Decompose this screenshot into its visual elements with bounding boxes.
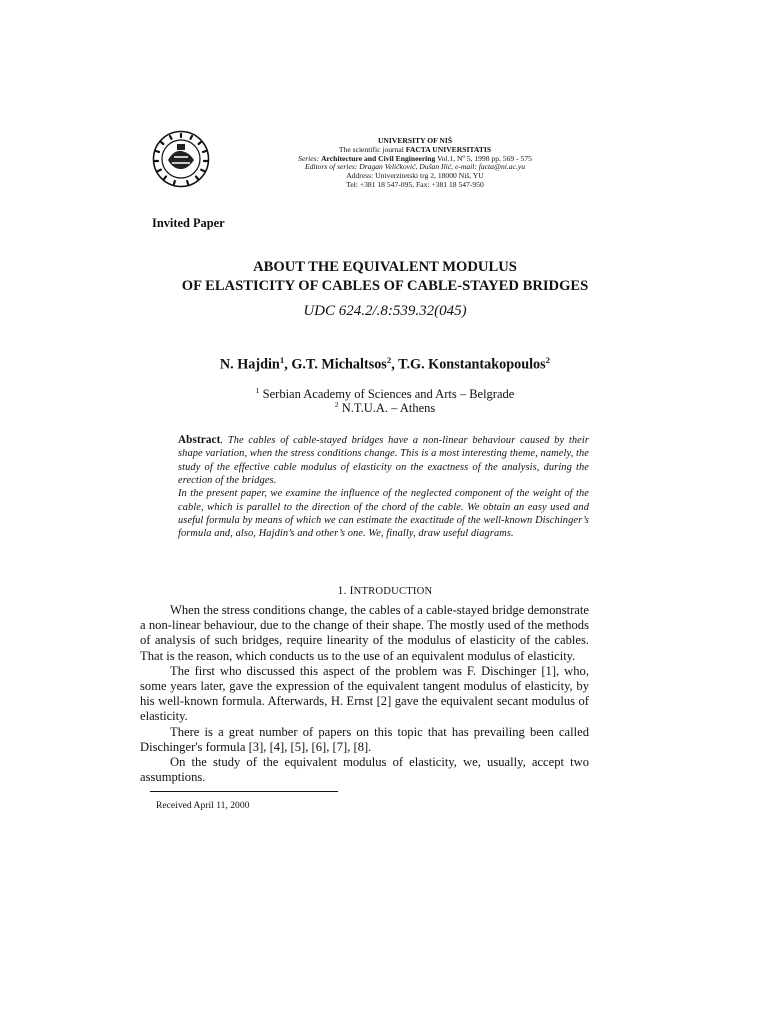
author-superscript: 2 <box>386 355 392 365</box>
section-number: 1. <box>337 585 350 597</box>
journal-name: FACTA UNIVERSITATIS <box>405 144 492 154</box>
abstract-text: The cables of cable-stayed bridges have a non-linear behaviour caused by their shape variation, when the stress conditions change. This is a most interesting theme, namely, the study of the effective cable modulus of elasticity on the exactness of the analysis, during the erection of the bridges. <box>178 435 589 487</box>
abstract <box>178 434 589 541</box>
author-superscript: 1 <box>279 355 285 365</box>
udc-code: UDC 624.2/.8:539.32(045) <box>303 303 467 319</box>
paper-type: Invited Paper <box>152 216 225 230</box>
series-label: Series: <box>298 153 320 163</box>
journal-prefix: The scientific journal <box>338 144 406 154</box>
title-line-2: OF ELASTICITY OF CABLES OF CABLE-STAYED BRIDGES <box>181 278 589 294</box>
author-name: T.G. Konstantakopoulos <box>398 356 546 373</box>
body-paragraph: There is a great number of papers on this topic that has prevailing been called Dischinger's formula [3], [4], [5], [6], [7], [8]. <box>140 724 589 754</box>
abstract-paragraph: Abstract. The cables of cable-stayed bridges have a non-linear behaviour caused by their shape variation, when the stress conditions change. This is a most interesting theme, namely, the study of the effective cable modulus of elasticity on the exactness of the analysis, during the erection of the bridges. <box>178 434 589 487</box>
author-name: N. Hajdin <box>219 356 280 373</box>
author-superscript: 2 <box>545 355 551 365</box>
affiliation-superscript: 1 <box>255 386 260 395</box>
abstract-label: Abstract <box>178 434 221 446</box>
university-name: UNIVERSITY OF NIŠ <box>377 136 453 145</box>
title-line-1: ABOUT THE EQUIVALENT MODULUS <box>253 259 517 275</box>
body-paragraph: The first who discussed this aspect of the problem was F. Dischinger [1], who, some years later, gave the expression of the equivalent tangent modulus of elasticity, by his well-known formula. Afterwards, H. Ernst [2] gave the equivalent secant modulus of elasticity. <box>140 663 589 724</box>
series-name: Architecture and Civil Engineering <box>321 153 436 163</box>
series-details: Vol.1, Nº 5, 1998 pp. 569 - 575 <box>435 153 532 163</box>
editors-line: Editors of series: Dragan Veličković, Dušan Ilić, e-mail: facta@ni.ac.yu <box>305 162 525 172</box>
body-paragraph: On the study of the equivalent modulus of elasticity, we, usually, accept two assumptions. <box>140 755 589 785</box>
section-first-letter: I <box>349 585 354 597</box>
footnote: Received April 11, 2000 <box>156 800 250 811</box>
university-seal-icon <box>152 130 210 188</box>
author-list: N. Hajdin$^1$, G.T. Michaltsos$^2$, T.G. Konstantakopoulos$^2$ <box>219 355 551 373</box>
contact-line: Tel: +381 18 547-095, Fax: +381 18 547-950 <box>346 179 484 189</box>
body-text <box>140 603 589 785</box>
body-paragraph: When the stress conditions change, the cables of a cable-stayed bridge demonstrate a non-linear behaviour, due to the change of their shape. The mostly used of the methods of analysis of such bridges, require linearity of the modulus of elasticity of the cables. That is the reason, which conducts us to the use of an equivalent modulus of elasticity. <box>140 603 589 663</box>
journal-masthead <box>262 137 568 190</box>
author-name: G.T. Michaltsos <box>291 356 387 373</box>
section-title-rest: NTRODUCTION <box>353 586 433 597</box>
affiliation-text: N.T.U.A. – Athens <box>341 401 436 416</box>
address-line: Address: Univerzitetski trg 2, 18000 Niš, YU <box>346 171 484 181</box>
affiliation-2 <box>120 400 650 416</box>
footnote-divider <box>150 791 338 792</box>
abstract-paragraph: In the present paper, we examine the influence of the neglected component of the weight of the cable, which is parallel to the direction of the chord of the cable. We obtain an easy used and useful formula by means of which we can estimate the exactitude of the well-known Dischinger’s formula and, also, Hajdin’s and other’s one. We, finally, draw useful diagrams. <box>178 488 589 540</box>
section-heading <box>120 585 650 597</box>
affiliation-superscript: 2 <box>334 400 339 409</box>
affiliation-text: Serbian Academy of Sciences and Arts – Belgrade <box>262 387 515 402</box>
